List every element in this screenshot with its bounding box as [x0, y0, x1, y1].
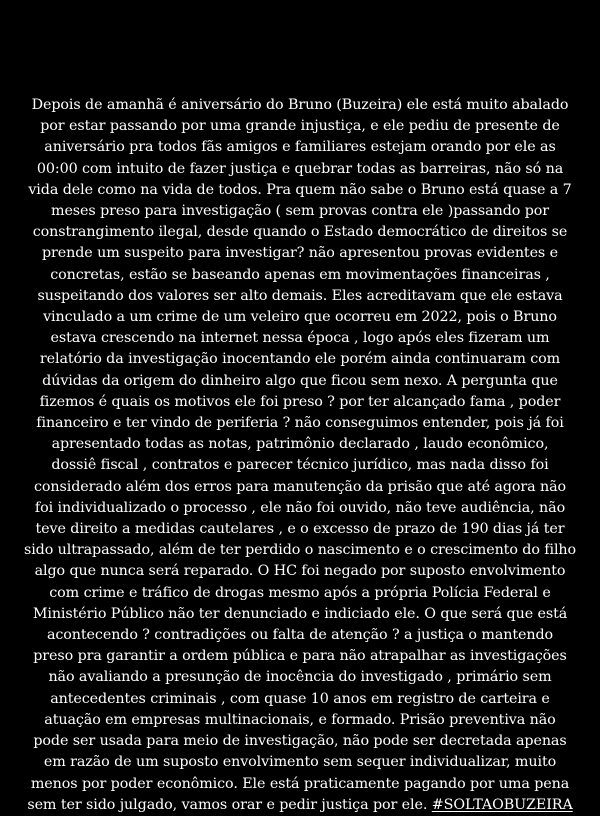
caption-line: aniversário pra todos fãs amigos e familiares estejam orando por ele as: [44, 139, 556, 156]
caption-line: constrangimento ilegal, desde quando o Estado democrático de direitos se: [32, 224, 568, 241]
caption-line: pode ser usada para meio de investigação, não pode ser decretada apenas: [33, 733, 567, 750]
caption-line: meses preso para investigação ( sem provas contra ele )passando por: [50, 203, 549, 220]
caption-line: concretas, estão se baseando apenas em movimentações financeiras ,: [50, 266, 550, 283]
caption-line: vida dele como na vida de todos. Pra quem não sabe o Bruno está quase a 7: [28, 181, 572, 198]
caption-line: dúvidas da origem do dinheiro algo que ficou sem nexo. A pergunta que: [42, 372, 558, 389]
caption-line: algo que nunca será reparado. O HC foi negado por suposto envolvimento: [34, 563, 566, 580]
caption-line: relatório da investigação inocentando ele porém ainda continuaram com: [39, 351, 561, 368]
caption-line: considerado além dos erros para manutenção da prisão que até agora não: [33, 478, 567, 495]
caption-line: em razão de um suposto envolvimento sem sequer individualizar, muito: [43, 754, 557, 771]
caption-line: com crime e tráfico de drogas mesmo após a própria Polícia Federal e: [49, 584, 551, 601]
caption-line: teve direito a medidas cautelares , e o excesso de prazo de 190 dias já ter: [35, 521, 565, 538]
caption-line: preso pra garantir a ordem pública e para não atrapalhar as investigações: [33, 648, 567, 665]
caption-line: Depois de amanhã é aniversário do Bruno (Buzeira) ele está muito abalado: [31, 97, 569, 113]
caption-line: sido ultrapassado, além de ter perdido o nascimento e o crescimento do filho: [23, 542, 577, 559]
caption-line: atuação em empresas multinacionais, e formado. Prisão preventiva não: [44, 711, 556, 728]
caption-line: prende um suspeito para investigar? não apresentou provas evidentes e: [42, 245, 558, 262]
caption-line: antecedentes criminais , com quase 10 anos em registro de carteira e: [50, 690, 550, 707]
caption-line: estava crescendo na internet nessa época , logo após eles fizeram um: [50, 330, 550, 347]
hashtag-link[interactable]: #SOLTAOBUZEIRA: [431, 796, 573, 813]
caption-line: foi individualizado o processo , ele não foi ouvido, não teve audiência, não: [34, 499, 566, 516]
caption-line: financeiro e ter vindo de periferia ? não conseguimos entender, pois já foi: [36, 415, 564, 432]
caption-line-text: sem ter sido julgado, vamos orar e pedir justiça por ele.: [27, 796, 432, 813]
caption-line: vinculado a um crime de um veleiro que ocorreu em 2022, pois o Bruno: [43, 309, 557, 326]
caption-line: suspeitando dos valores ser alto demais. Eles acreditavam que ele estava: [37, 287, 563, 304]
caption-line: acontecendo ? contradições ou falta de atenção ? a justiça o mantendo: [46, 627, 554, 644]
caption-line: apresentado todas as notas, patrimônio declarado , laudo econômico,: [51, 436, 549, 453]
caption-line: menos por poder econômico. Ele está praticamente pagando por uma pena: [30, 775, 570, 792]
caption-line: não avaliando a presunção de inocência do investigado , primário sem: [48, 669, 552, 686]
caption-line: fizemos é quais os motivos ele foi preso ? por ter alcançado fama , poder: [39, 393, 561, 410]
caption-line: dossiê fiscal , contratos e parecer técnico jurídico, mas nada disso foi: [51, 457, 549, 474]
caption-line: por estar passando por uma grande injustiça, e ele pediu de presente de: [40, 118, 560, 135]
caption-line: 00:00 com intuito de fazer justiça e quebrar todas as barreiras, não só na: [36, 160, 564, 177]
caption-line: Ministério Público não ter denunciado e indiciado ele. O que será que está: [32, 605, 568, 622]
story-caption: [14, 95, 586, 816]
caption-line-last: [14, 795, 586, 816]
